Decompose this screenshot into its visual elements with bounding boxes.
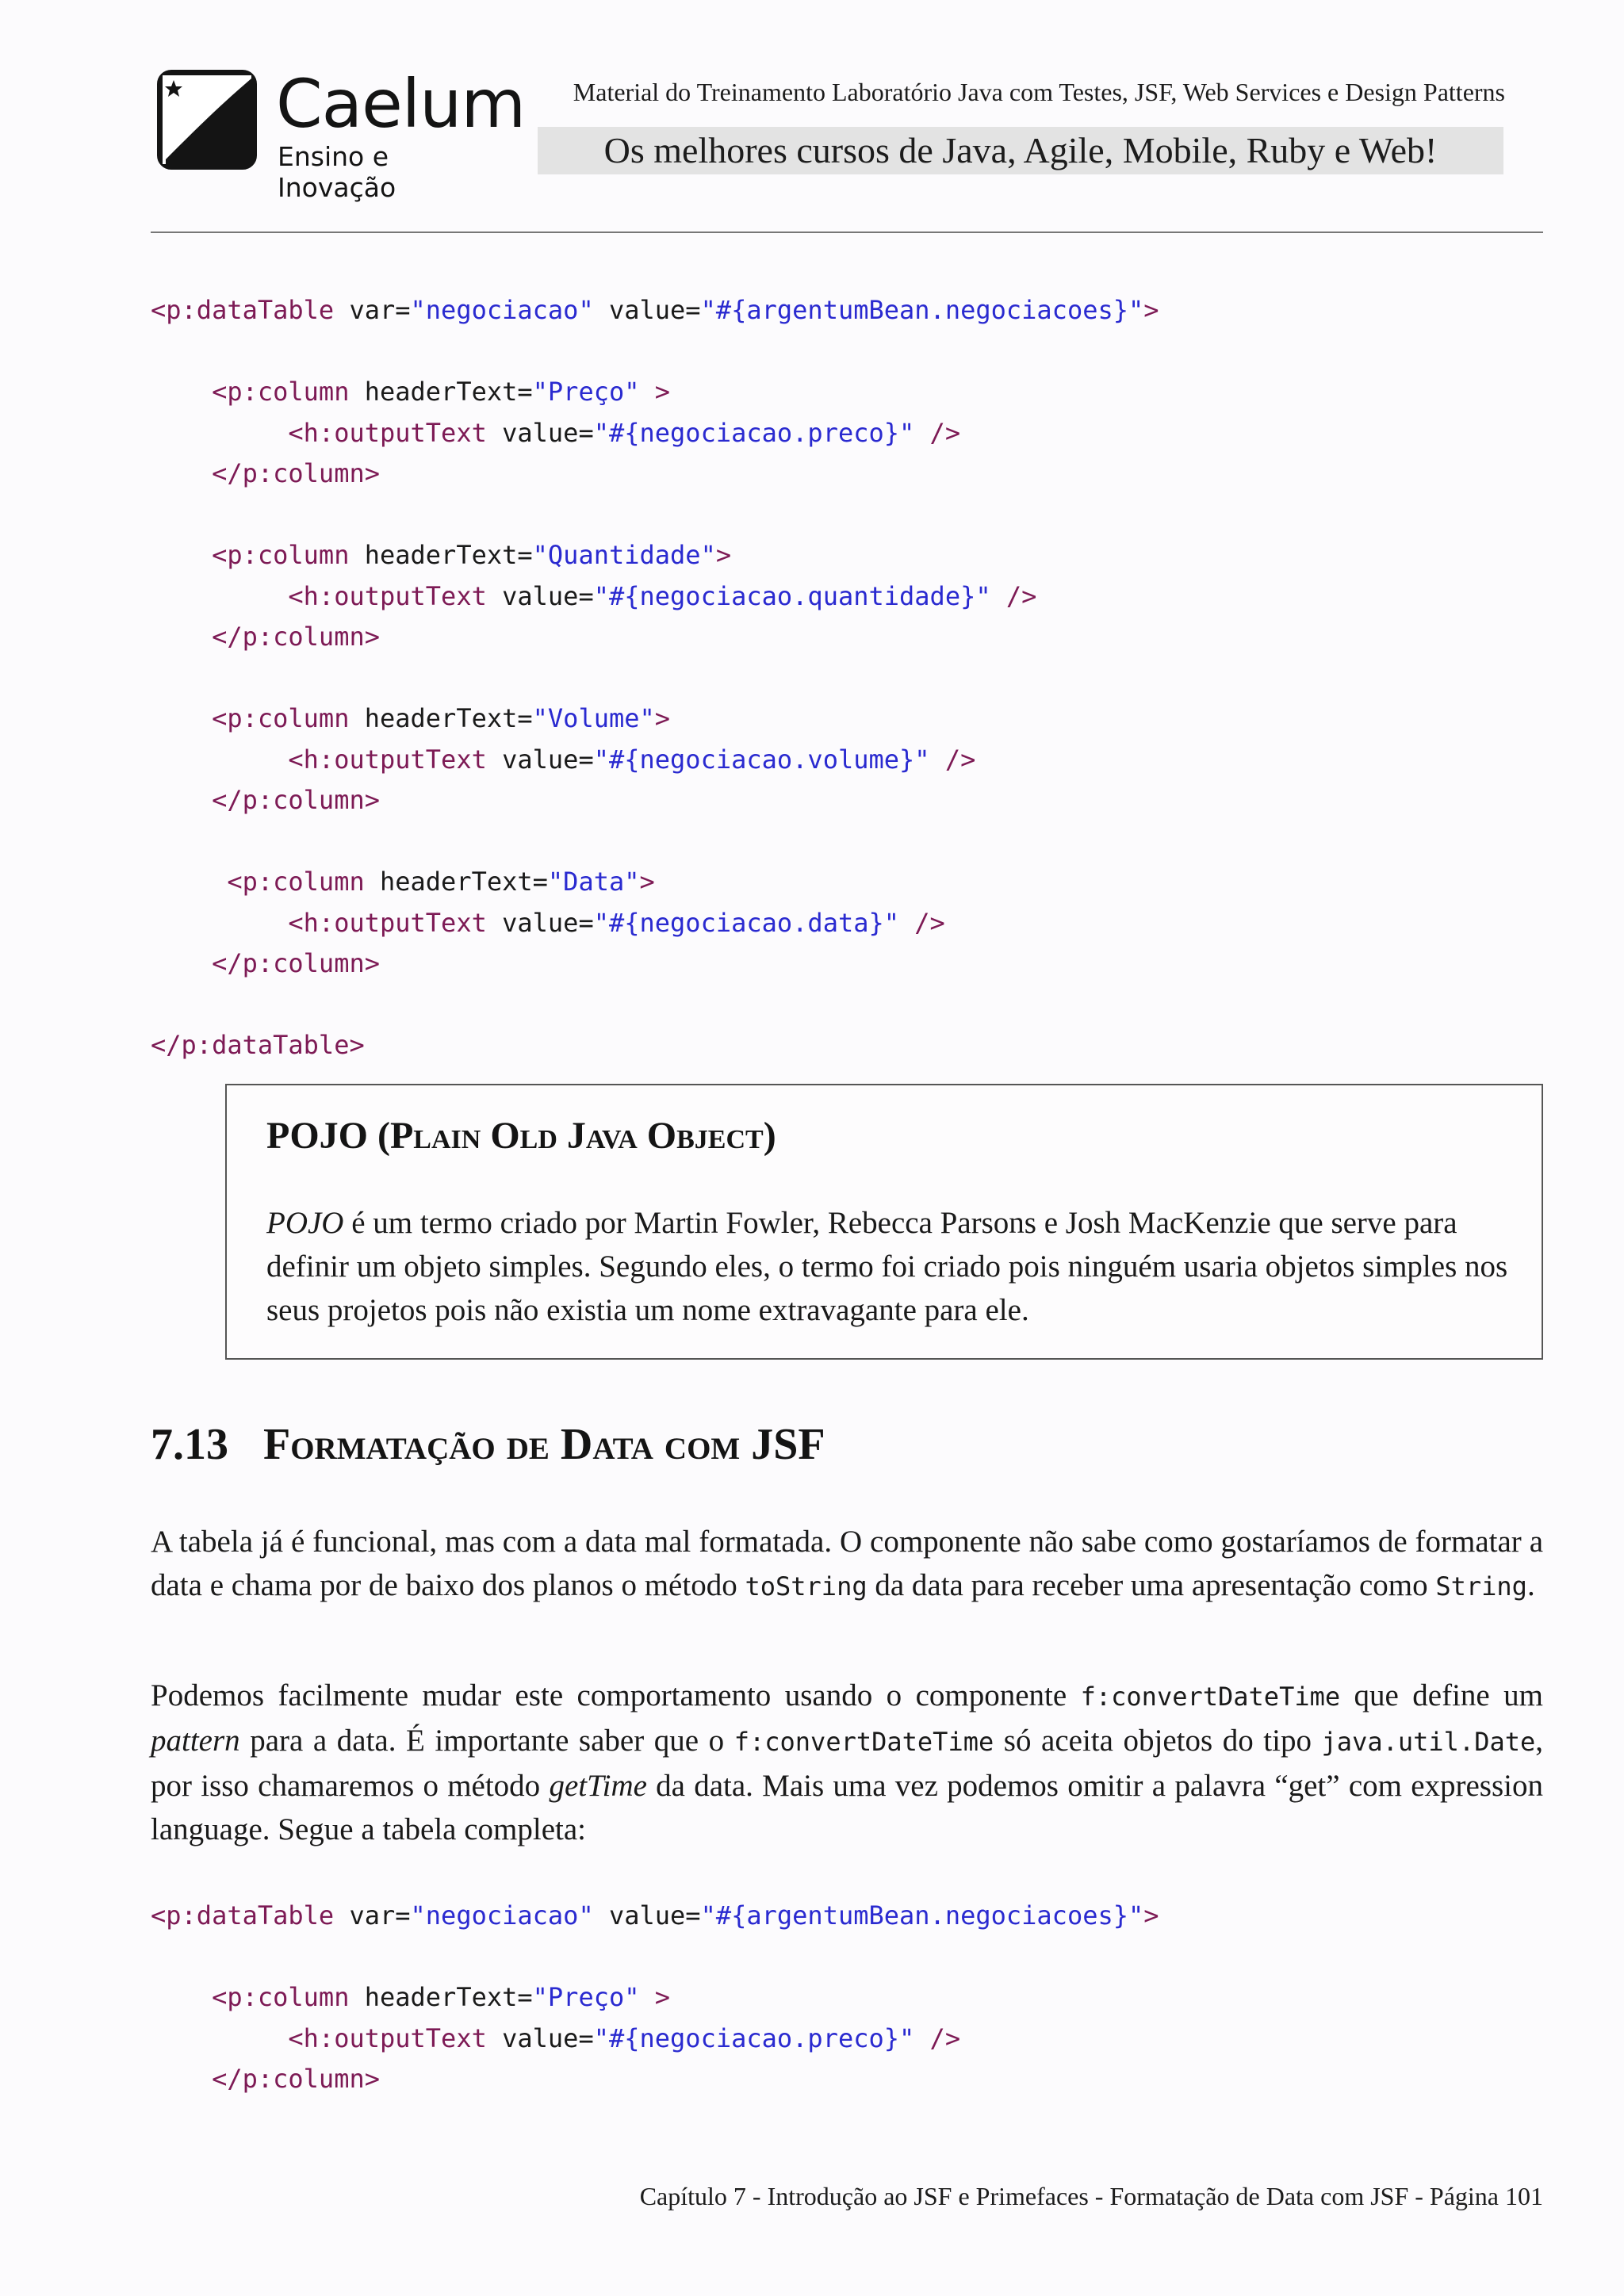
code-token: value= (502, 2022, 594, 2053)
code-token: > (639, 867, 655, 897)
code-line (151, 2019, 1159, 2060)
code-token: headerText= (364, 1982, 533, 2012)
code-token (151, 867, 227, 897)
code-token: > (639, 377, 671, 407)
code-token (151, 1982, 212, 2012)
code-token: > (1143, 295, 1159, 325)
code-token: value= (593, 1900, 701, 1931)
logo-tagline: Ensino e Inovação (278, 141, 396, 203)
code-token: "negociacao" (410, 1900, 594, 1931)
inline-code-convertdatetime-2: f:convertDateTime (733, 1727, 994, 1757)
code-line (151, 453, 1159, 495)
code-token: <h:outputText (288, 417, 503, 448)
para1-text-3: . (1526, 1568, 1535, 1602)
code-line (151, 1025, 1159, 1066)
para2-text: Podemos facilmente mudar este comportamento usando o componente (151, 1678, 1081, 1712)
code-line (151, 413, 1159, 454)
code-token: </p:column> (212, 622, 380, 652)
code-line (151, 495, 1159, 536)
code-token: <p:column (212, 540, 365, 570)
code-token: > (715, 540, 732, 570)
code-token: "negociacao" (410, 295, 594, 325)
code-token (151, 948, 212, 978)
para1-text: A tabela já é funcional, mas com a data mal formatada. O componente não sabe como gostaríamos de formatar a data e chama por de baixo dos planos o método (151, 1525, 1543, 1602)
code-token: "Preço" (532, 377, 640, 407)
code-line (151, 2059, 1159, 2100)
code-token (151, 785, 212, 815)
code-line (151, 372, 1159, 413)
code-line (151, 331, 1159, 373)
paragraph-table-functional (151, 1520, 1543, 1609)
term-pattern: pattern (151, 1724, 240, 1758)
code-block-datatable (151, 290, 1159, 1066)
code-token (151, 703, 212, 733)
code-token (151, 744, 288, 775)
inline-code-tostring: toString (745, 1571, 868, 1601)
code-token: "#{argentumBean.negociacoes}" (700, 1900, 1144, 1931)
pojo-definition: é um termo criado por Martin Fowler, Rebecca Parsons e Josh MacKenzie que serve para definir um objeto simples. Segundo eles, o termo foi criado pois ninguém usaria objetos simples nos seus projetos pois não existia um nome extravagante para ele. (266, 1206, 1508, 1327)
code-token: headerText= (364, 377, 533, 407)
code-token (151, 2064, 212, 2094)
code-line (151, 1937, 1159, 1978)
para2-text-6: da data. Mais uma vez podemos omitir a palavra “get” com expression language. Segue a tabela completa: (151, 1769, 1543, 1846)
code-token (151, 908, 288, 938)
caelum-logo (157, 65, 526, 203)
code-line (151, 1977, 1159, 2019)
code-token: /> (914, 2022, 961, 2053)
code-token: var= (349, 1900, 411, 1931)
pojo-term: POJO (266, 1206, 344, 1240)
code-token: <h:outputText (288, 907, 503, 938)
code-line (151, 780, 1159, 821)
code-token: value= (502, 580, 594, 611)
code-token (151, 418, 288, 448)
section-number: 7.13 (151, 1420, 228, 1469)
para1-text-2: da data para receber uma apresentação como (867, 1568, 1436, 1602)
code-token: > (1143, 1900, 1159, 1931)
code-line (151, 617, 1159, 658)
code-line (151, 740, 1159, 781)
code-line (151, 290, 1159, 331)
code-token: headerText= (364, 703, 533, 733)
code-token: "Volume" (532, 703, 655, 733)
code-line (151, 658, 1159, 699)
term-gettime: getTime (549, 1769, 647, 1803)
code-token: "#{negociacao.quantidade}" (593, 580, 991, 611)
code-token (151, 540, 212, 570)
para2-text-3: para a data. É importante saber que o (239, 1724, 734, 1758)
code-line (151, 1896, 1159, 1937)
code-token: <p:column (212, 703, 365, 733)
header-material-line: Material do Treinamento Laboratório Java com Testes, JSF, Web Services e Design Patterns (573, 78, 1505, 106)
code-token: headerText= (364, 540, 533, 570)
code-token: </p:column> (212, 458, 380, 488)
para2-text-2: que define um (1340, 1678, 1543, 1712)
code-token: "#{negociacao.volume}" (593, 744, 930, 775)
code-token: value= (502, 417, 594, 448)
code-token: value= (502, 907, 594, 938)
code-line (151, 985, 1159, 1026)
code-token: <p:column (212, 1982, 365, 2012)
para2-text-4: só aceita objetos do tipo (994, 1724, 1322, 1758)
code-token: /> (929, 744, 976, 775)
code-line (151, 862, 1159, 903)
code-token: <h:outputText (288, 2022, 503, 2053)
code-token: "Preço" (532, 1982, 640, 2012)
code-token: </p:column> (212, 2064, 380, 2094)
code-token: headerText= (379, 867, 548, 897)
code-token (151, 581, 288, 611)
code-token (151, 622, 212, 652)
inline-code-java-util-date: java.util.Date (1321, 1727, 1536, 1757)
code-token: > (654, 703, 671, 733)
para2-text-5: , por isso chamaremos o método (151, 1724, 1543, 1803)
code-token: <p:dataTable (151, 1900, 350, 1931)
code-token: var= (349, 295, 411, 325)
code-token: </p:dataTable> (151, 1030, 365, 1060)
pojo-note-body (266, 1201, 1511, 1332)
code-token: /> (990, 580, 1037, 611)
code-line (151, 576, 1159, 618)
code-block-datatable-complete (151, 1896, 1159, 2100)
code-token: <h:outputText (288, 744, 503, 775)
code-token: "Data" (547, 867, 640, 897)
code-token (151, 2023, 288, 2053)
code-line (151, 903, 1159, 944)
code-line (151, 943, 1159, 985)
code-token: <p:column (227, 867, 380, 897)
code-line (151, 535, 1159, 576)
pojo-note-box (225, 1084, 1543, 1360)
code-token: "#{negociacao.data}" (593, 907, 900, 938)
page-footer: Capítulo 7 - Introdução ao JSF e Primefaces - Formatação de Data com JSF - Página 101 (639, 2182, 1543, 2210)
code-token: /> (899, 907, 945, 938)
code-token: <h:outputText (288, 580, 503, 611)
inline-code-convertdatetime: f:convertDateTime (1080, 1682, 1341, 1712)
code-token (151, 377, 212, 407)
code-token: /> (914, 417, 961, 448)
paragraph-convertdatetime (151, 1674, 1543, 1851)
code-token: <p:column (212, 377, 365, 407)
code-token: "#{negociacao.preco}" (593, 2022, 915, 2053)
code-token: "Quantidade" (532, 540, 716, 570)
code-token: "#{argentumBean.negociacoes}" (700, 295, 1144, 325)
header-divider (151, 232, 1543, 233)
header-banner: Os melhores cursos de Java, Agile, Mobile, Ruby e Web! (538, 127, 1503, 174)
code-token: </p:column> (212, 948, 380, 978)
logo-mark-icon (157, 70, 257, 170)
code-token: </p:column> (212, 785, 380, 815)
code-token: value= (502, 744, 594, 775)
code-token: > (639, 1982, 671, 2012)
code-line (151, 821, 1159, 863)
pojo-note-title: POJO (Plain Old Java Object) (266, 1115, 776, 1157)
section-title: Formatação de Data com JSF (263, 1420, 825, 1469)
inline-code-string: String (1435, 1571, 1527, 1601)
code-token: "#{negociacao.preco}" (593, 417, 915, 448)
code-token: <p:dataTable (151, 295, 350, 325)
code-token (151, 458, 212, 488)
logo-name: Caelum (276, 65, 526, 143)
code-line (151, 698, 1159, 740)
code-token: value= (593, 295, 701, 325)
